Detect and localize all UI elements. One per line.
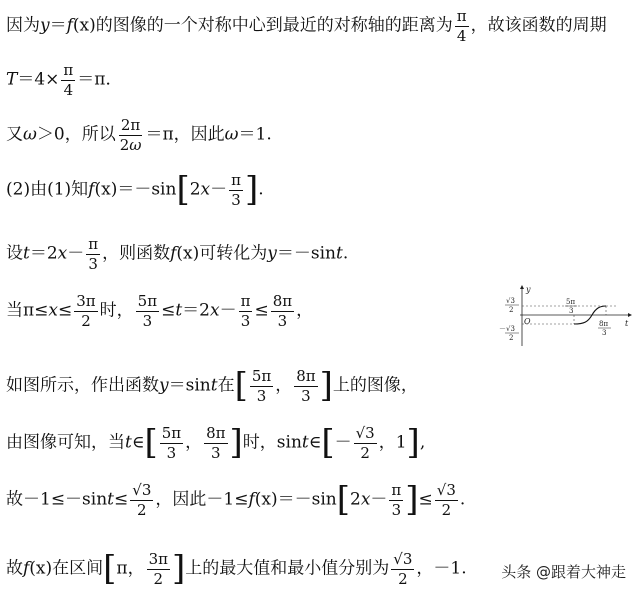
- fraction-sqrt3-over-2: [435, 482, 458, 518]
- text: ，: [275, 375, 293, 396]
- numerator: π: [63, 61, 74, 79]
- graph-axes: [520, 285, 632, 346]
- bracket-right: ]: [245, 169, 259, 210]
- text: ,: [419, 432, 426, 453]
- text: .: [459, 489, 466, 510]
- var-t: t: [107, 489, 115, 510]
- numerator: 5π: [161, 424, 182, 442]
- fraction-pi-over-3: [86, 236, 100, 272]
- var-t: t: [175, 300, 183, 321]
- var-f: f: [170, 243, 177, 264]
- var-t: t: [125, 432, 132, 453]
- var-x: x: [360, 489, 371, 510]
- line-3: [6, 117, 272, 153]
- text: 当π≤: [6, 300, 49, 321]
- var-omega: ω: [23, 124, 37, 145]
- denominator: 3: [301, 386, 311, 405]
- text: ≤: [58, 300, 73, 321]
- text: π，: [116, 558, 145, 579]
- text: ，: [185, 432, 203, 453]
- var-t: t: [23, 243, 30, 264]
- var-y: y: [40, 15, 50, 36]
- numerator: 8π: [296, 367, 316, 385]
- text: ＝π，因此: [145, 124, 225, 145]
- line-6: [6, 293, 313, 329]
- denominator: 3: [391, 500, 402, 519]
- fraction-pi-over-4: [61, 62, 75, 98]
- fraction-5pi-over-3: [160, 425, 183, 461]
- denominator: 3: [166, 443, 177, 462]
- bracket-left: [: [103, 548, 117, 589]
- denominator: 3: [256, 386, 267, 405]
- numerator: π: [391, 481, 402, 499]
- text: ＝: [49, 15, 67, 36]
- t1-numerator: 5π: [566, 298, 576, 306]
- line-7: [6, 365, 418, 406]
- text: ，故该函数的周期: [470, 15, 607, 36]
- bracket-left: [: [144, 422, 158, 463]
- fraction-pi-over-4: [455, 8, 469, 44]
- text: ，因此－1≤: [155, 489, 249, 510]
- denominator: 4: [63, 80, 74, 99]
- fraction-8pi-over-3: [294, 368, 317, 404]
- line-10: [6, 548, 467, 589]
- bracket-right: ]: [405, 479, 419, 520]
- bracket-left: [: [321, 422, 335, 463]
- bracket-right: ]: [229, 422, 243, 463]
- text: ≤: [418, 489, 433, 510]
- numerator: √3: [393, 550, 413, 568]
- text: ≤: [114, 489, 129, 510]
- watermark: 头条 @跟着大神走: [501, 563, 626, 581]
- var-x: x: [200, 179, 211, 200]
- fraction-sqrt3-over-2: [354, 425, 377, 461]
- text: .: [342, 243, 349, 264]
- line-8: [6, 422, 426, 463]
- fraction-8pi-over-3: [204, 425, 227, 461]
- text: －: [370, 489, 388, 510]
- fraction-pi-over-3: [239, 293, 253, 329]
- text: .: [258, 179, 264, 200]
- text: 又: [6, 124, 23, 145]
- sine-graph-figure: [498, 282, 634, 348]
- lower-tick-sign: －: [499, 325, 506, 333]
- var-f: f: [23, 558, 30, 579]
- var-f: f: [248, 489, 255, 510]
- text: －: [67, 243, 85, 264]
- text: ＝2: [182, 300, 210, 321]
- text: 2: [349, 489, 361, 510]
- denominator: 2: [441, 500, 452, 519]
- text: ＝2: [29, 243, 58, 264]
- y-axis-label: y: [526, 285, 531, 294]
- text: (2)由(1)知: [6, 179, 89, 200]
- t2-denominator: 3: [602, 329, 607, 337]
- text: 在区间: [52, 558, 104, 579]
- numerator: 8π: [206, 424, 226, 442]
- text: 可转化为: [199, 243, 268, 264]
- text: 由图像可知，当: [6, 432, 125, 453]
- var-t: t: [336, 243, 343, 264]
- text: ，1: [378, 432, 407, 453]
- fraction-5pi-over-3: [136, 293, 159, 329]
- text: 时，sin: [242, 432, 302, 453]
- upper-tick-denominator: 2: [509, 306, 514, 314]
- text: (x): [72, 15, 96, 36]
- var-f: f: [66, 15, 73, 36]
- text: ，－1.: [416, 558, 467, 579]
- fraction-pi-over-3: [229, 172, 243, 208]
- text: 如图所示，作出函数: [6, 375, 159, 396]
- text: ＞0，所以: [36, 124, 116, 145]
- text: ＝－sin: [277, 489, 337, 510]
- bracket-right: ]: [172, 548, 186, 589]
- numerator: 3π: [76, 292, 96, 310]
- var-x: x: [57, 243, 68, 264]
- y-axis-arrow-icon: [520, 285, 524, 289]
- var-f: f: [88, 179, 95, 200]
- denominator: 3: [142, 311, 153, 330]
- text: ≤: [254, 300, 269, 321]
- numerator: 5π: [137, 292, 158, 310]
- var-y: y: [267, 243, 277, 264]
- denominator: 2: [360, 443, 370, 462]
- text: ∈: [131, 432, 145, 453]
- denominator: 2: [81, 311, 91, 330]
- numerator: π: [456, 7, 467, 25]
- denominator: 2: [398, 569, 408, 588]
- numerator: 2π: [120, 116, 141, 134]
- text: (x): [94, 179, 118, 200]
- denominator: [118, 136, 144, 154]
- numerator: 5π: [251, 367, 272, 385]
- fraction-sqrt3-over-2: [391, 551, 414, 587]
- var-T: T: [6, 69, 18, 90]
- text: ＝－sin: [117, 179, 177, 200]
- t2-numerator: 8π: [599, 320, 609, 328]
- var-omega: ω: [129, 135, 142, 154]
- denominator: 3: [231, 190, 241, 209]
- text: ∈: [308, 432, 322, 453]
- text: 因为: [6, 15, 40, 36]
- line-2: [6, 62, 122, 98]
- text: 的图像的一个对称中心到最近的对称轴的距离为: [95, 15, 453, 36]
- text: －: [219, 300, 237, 321]
- line-9: [6, 479, 466, 520]
- var-omega: ω: [224, 124, 239, 145]
- var-t: t: [210, 375, 218, 396]
- denominator: 3: [211, 443, 221, 462]
- fraction-2pi-over-2omega: [118, 117, 144, 153]
- text: 时，: [99, 300, 134, 321]
- text: (x): [254, 489, 278, 510]
- text: ＝1.: [238, 124, 272, 145]
- numerator: √3: [132, 481, 152, 499]
- denominator: 3: [240, 311, 251, 330]
- text: (x): [176, 243, 200, 264]
- bracket-right: ]: [319, 365, 333, 406]
- text: 上的图像，: [332, 375, 418, 396]
- text: (x): [29, 558, 53, 579]
- denominator: 4: [456, 26, 467, 45]
- numerator: √3: [436, 481, 456, 499]
- line-4: [6, 169, 264, 210]
- bracket-left: [: [336, 479, 350, 520]
- denominator: 2: [153, 569, 164, 588]
- origin-label: O: [524, 317, 531, 326]
- t1-denominator: 3: [569, 307, 574, 315]
- text: ＝4×: [17, 69, 60, 90]
- text: 故－1≤－sin: [6, 489, 108, 510]
- bracket-right: ]: [406, 422, 420, 463]
- var-x: x: [48, 300, 59, 321]
- numerator: π: [240, 292, 251, 310]
- text: ＝－sin: [276, 243, 337, 264]
- denominator: 3: [88, 254, 98, 273]
- text: ≤: [161, 300, 176, 321]
- text: 在: [217, 375, 235, 396]
- text: 2: [189, 179, 201, 200]
- text: ＝π．: [77, 69, 123, 90]
- upper-tick-numerator: √3: [506, 297, 515, 305]
- text: ，: [296, 300, 314, 321]
- text: －: [210, 179, 228, 200]
- fraction-3pi-over-2: [147, 551, 170, 587]
- line-5: [6, 236, 348, 272]
- lower-tick-denominator: 2: [509, 334, 514, 342]
- numerator: 3π: [148, 550, 169, 568]
- fraction-pi-over-3: [389, 482, 403, 518]
- t-axis-label: t: [625, 319, 629, 328]
- fraction-3pi-over-2: [74, 293, 97, 329]
- text: ，则函数: [102, 243, 171, 264]
- text: 故: [6, 558, 23, 579]
- numerator: π: [231, 171, 241, 189]
- text: 2: [119, 135, 130, 154]
- bracket-left: [: [176, 169, 190, 210]
- numerator: 8π: [272, 292, 293, 310]
- fraction-8pi-over-3: [271, 293, 294, 329]
- var-t: t: [301, 432, 309, 453]
- fraction-sqrt3-over-2: [130, 482, 153, 518]
- fraction-5pi-over-3: [250, 368, 273, 404]
- var-x: x: [210, 300, 220, 321]
- denominator: 3: [277, 311, 288, 330]
- text: －: [334, 432, 352, 453]
- text: 设: [6, 243, 23, 264]
- t-axis-arrow-icon: [628, 313, 632, 317]
- numerator: π: [88, 235, 99, 253]
- lower-tick-numerator: √3: [506, 325, 515, 333]
- bracket-left: [: [234, 365, 248, 406]
- numerator: √3: [355, 424, 375, 442]
- text: 上的最大值和最小值分别为: [185, 558, 390, 579]
- text: ＝sin: [168, 375, 211, 396]
- line-1: [6, 8, 607, 44]
- denominator: 2: [137, 500, 147, 519]
- var-y: y: [159, 375, 169, 396]
